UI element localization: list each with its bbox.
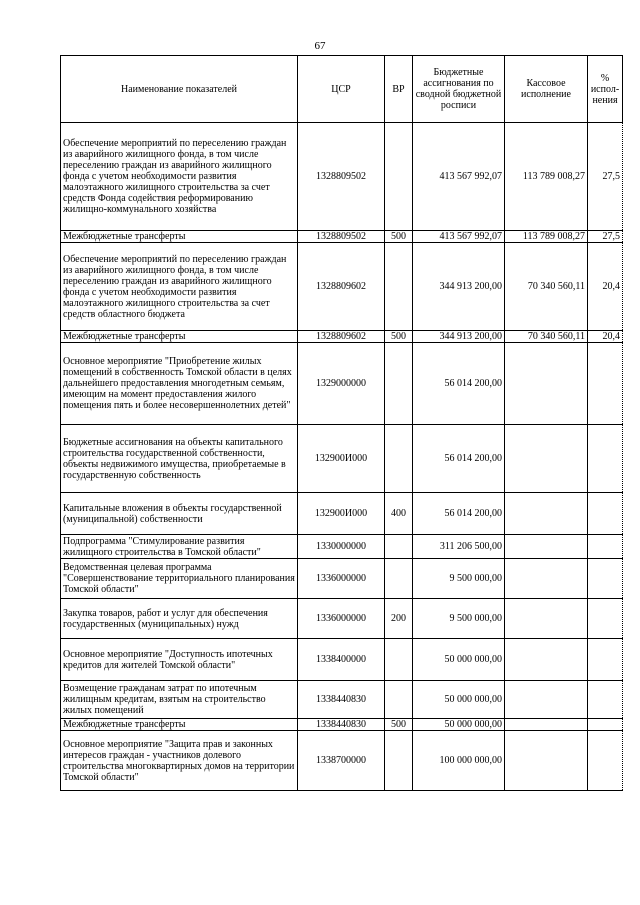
header-assignments: Бюджетные ассигнования по сводной бюджетной росписи — [413, 56, 505, 123]
row-vr — [385, 343, 413, 425]
row-assignment: 413 567 992,07 — [413, 123, 505, 231]
row-vr: 200 — [385, 599, 413, 639]
row-name: Ведомственная целевая программа "Совершенствование территориального планирования Томской области" — [61, 559, 298, 599]
row-name: Основное мероприятие "Защита прав и законных интересов граждан - участников долевого строительства многоквартирных домов на территории Томской области" — [61, 731, 298, 791]
table-row — [61, 599, 623, 639]
row-assignment: 56 014 200,00 — [413, 425, 505, 493]
row-vr — [385, 731, 413, 791]
row-name: Межбюджетные трансферты — [61, 719, 298, 731]
table-row — [61, 343, 623, 425]
row-vr — [385, 681, 413, 719]
row-execution: 113 789 008,27 — [505, 123, 588, 231]
row-execution — [505, 343, 588, 425]
row-vr — [385, 425, 413, 493]
row-percent — [588, 559, 623, 599]
row-name: Капитальные вложения в объекты государственной (муниципальной) собственности — [61, 493, 298, 535]
row-name: Обеспечение мероприятий по переселению граждан из аварийного жилищного фонда, в том числе переселению граждан из аварийного жилищного фонда с учетом необходимости развития малоэтажного жилищного строительства за счет средств Фонда содействия реформированию жилищно-коммунального хозяйства — [61, 123, 298, 231]
row-vr: 500 — [385, 231, 413, 243]
row-vr — [385, 559, 413, 599]
row-vr: 500 — [385, 719, 413, 731]
row-execution: 70 340 560,11 — [505, 243, 588, 331]
row-name: Межбюджетные трансферты — [61, 331, 298, 343]
header-name: Наименование показателей — [61, 56, 298, 123]
table-row — [61, 731, 623, 791]
row-csr: 1330000000 — [298, 535, 385, 559]
row-assignment: 344 913 200,00 — [413, 243, 505, 331]
row-vr — [385, 535, 413, 559]
row-csr: 1336000000 — [298, 599, 385, 639]
row-name: Закупка товаров, работ и услуг для обеспечения государственных (муниципальных) нужд — [61, 599, 298, 639]
row-name: Основное мероприятие "Доступность ипотечных кредитов для жителей Томской области" — [61, 639, 298, 681]
row-assignment: 9 500 000,00 — [413, 599, 505, 639]
page-number: 67 — [314, 40, 326, 52]
row-execution: 113 789 008,27 — [505, 231, 588, 243]
row-percent — [588, 681, 623, 719]
row-percent — [588, 493, 623, 535]
row-name: Межбюджетные трансферты — [61, 231, 298, 243]
row-percent: 27,5 — [588, 123, 623, 231]
table-row — [61, 559, 623, 599]
row-assignment: 9 500 000,00 — [413, 559, 505, 599]
table-row — [61, 425, 623, 493]
row-percent — [588, 719, 623, 731]
row-vr: 500 — [385, 331, 413, 343]
row-name: Подпрограмма "Стимулирование развития жилищного строительства в Томской области" — [61, 535, 298, 559]
row-percent — [588, 731, 623, 791]
row-percent — [588, 425, 623, 493]
budget-table — [60, 55, 623, 791]
table-row — [61, 231, 623, 243]
row-csr: 1329000000 — [298, 343, 385, 425]
row-vr: 400 — [385, 493, 413, 535]
row-percent: 20,4 — [588, 331, 623, 343]
row-execution — [505, 731, 588, 791]
row-vr — [385, 123, 413, 231]
row-execution — [505, 535, 588, 559]
header-percent: % испол- нения — [588, 56, 623, 123]
row-csr: 1328809502 — [298, 231, 385, 243]
row-csr: 132900И000 — [298, 425, 385, 493]
row-name: Обеспечение мероприятий по переселению граждан из аварийного жилищного фонда, в том числе переселению граждан из аварийного жилищного фонда с учетом необходимости развития малоэтажного жилищного строительства за счет средств областного бюджета — [61, 243, 298, 331]
row-execution — [505, 599, 588, 639]
row-execution — [505, 559, 588, 599]
table-row — [61, 535, 623, 559]
table-row — [61, 493, 623, 535]
row-assignment: 100 000 000,00 — [413, 731, 505, 791]
row-execution — [505, 681, 588, 719]
row-execution: 70 340 560,11 — [505, 331, 588, 343]
row-csr: 1328809602 — [298, 331, 385, 343]
table-row — [61, 243, 623, 331]
row-assignment: 50 000 000,00 — [413, 639, 505, 681]
table-row — [61, 123, 623, 231]
row-csr: 1328809602 — [298, 243, 385, 331]
row-assignment: 311 206 500,00 — [413, 535, 505, 559]
row-execution — [505, 639, 588, 681]
table-row — [61, 331, 623, 343]
row-csr: 132900И000 — [298, 493, 385, 535]
row-name: Основное мероприятие "Приобретение жилых помещений в собственность Томской области в целях дальнейшего предоставления многодетным семьям, имеющим на момент предоставления жилого помещения пять и более несовершеннолетних детей" — [61, 343, 298, 425]
row-assignment: 344 913 200,00 — [413, 331, 505, 343]
header-csr: ЦСР — [298, 56, 385, 123]
row-name: Возмещение гражданам затрат по ипотечным жилищным кредитам, взятым на строительство жилых помещений — [61, 681, 298, 719]
row-percent — [588, 343, 623, 425]
row-execution — [505, 719, 588, 731]
row-csr: 1338440830 — [298, 681, 385, 719]
row-assignment: 413 567 992,07 — [413, 231, 505, 243]
header-execution: Кассовое исполнение — [505, 56, 588, 123]
row-assignment: 56 014 200,00 — [413, 493, 505, 535]
table-header-row — [61, 56, 623, 123]
header-vr: ВР — [385, 56, 413, 123]
row-percent — [588, 535, 623, 559]
row-percent — [588, 599, 623, 639]
row-csr: 1338400000 — [298, 639, 385, 681]
row-csr: 1336000000 — [298, 559, 385, 599]
row-csr: 1338700000 — [298, 731, 385, 791]
row-vr — [385, 639, 413, 681]
row-assignment: 50 000 000,00 — [413, 719, 505, 731]
table-row — [61, 681, 623, 719]
table-row — [61, 639, 623, 681]
row-percent: 27,5 — [588, 231, 623, 243]
row-percent — [588, 639, 623, 681]
row-csr: 1328809502 — [298, 123, 385, 231]
row-execution — [505, 493, 588, 535]
row-csr: 1338440830 — [298, 719, 385, 731]
row-percent: 20,4 — [588, 243, 623, 331]
row-assignment: 56 014 200,00 — [413, 343, 505, 425]
row-vr — [385, 243, 413, 331]
row-name: Бюджетные ассигнования на объекты капитального строительства государственной собственности, объекты недвижимого имущества, приобретаемые в государственную собственность — [61, 425, 298, 493]
row-assignment: 50 000 000,00 — [413, 681, 505, 719]
table-row — [61, 719, 623, 731]
row-execution — [505, 425, 588, 493]
